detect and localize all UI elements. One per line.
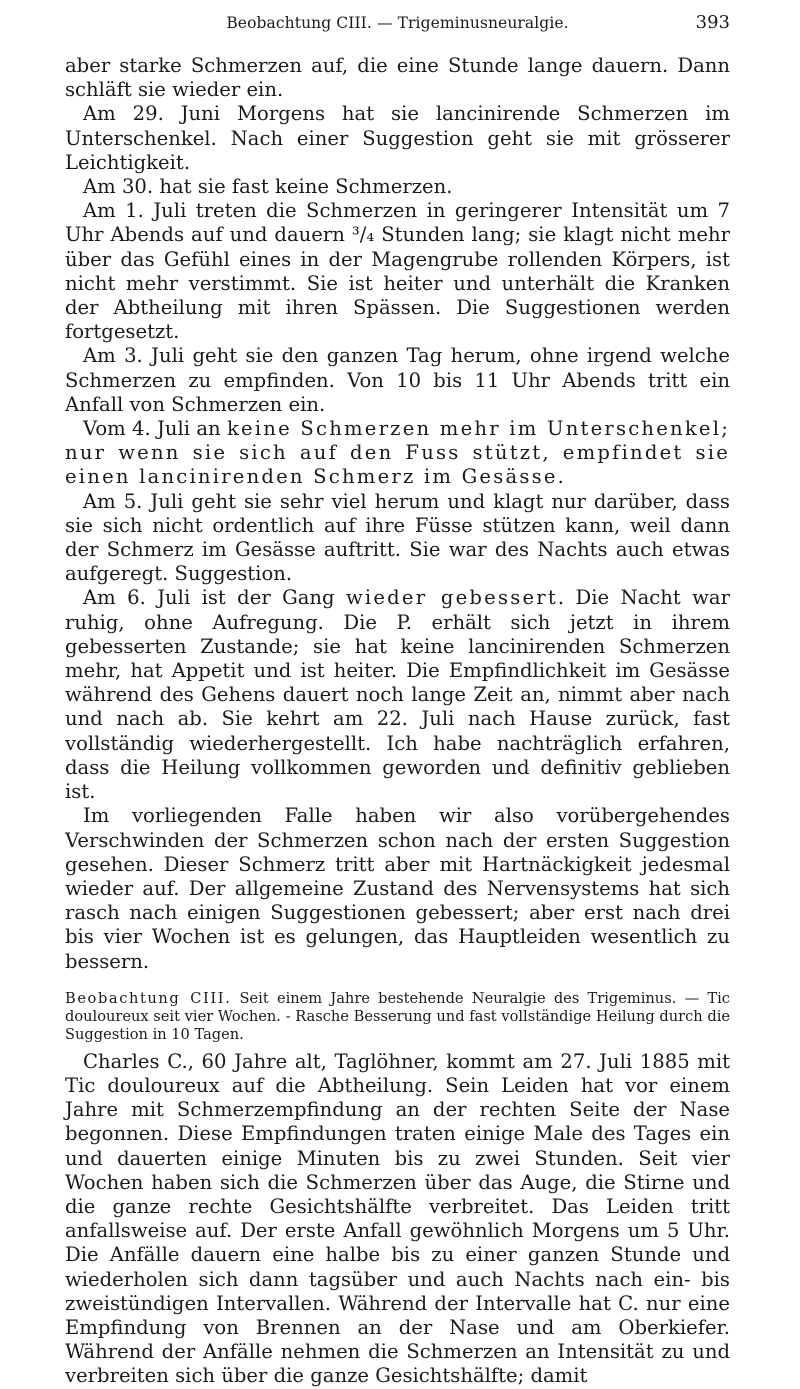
running-title: Beobachtung CIII. — Trigeminusneuralgie. — [226, 14, 569, 32]
main-text-continued — [65, 1050, 730, 1389]
paragraph: Am 29. Juni Morgens hat sie lancinirende Schmerzen im Unterschenkel. Nach einer Suggestion geht sie mit grösserer Leichtigkeit. — [65, 102, 730, 174]
paragraph-text: . Die Nacht war ruhig, ohne Aufregung. Die P. erhält sich jetzt in ihrem gebesserten Zustande; sie hat keine lancinirenden Schmerzen mehr, hat Appetit und ist heiter. Die Empfindlichkeit im Gesässe während des Gehens dauert noch lange Zeit an, nimmt aber nach und nach ab. Sie kehrt am 22. Juli nach Hause zurück, fast vollständig wiederhergestellt. Ich habe nachträglich erfahren, dass die Heilung vollkommen geworden und definitiv geblieben ist. — [65, 586, 730, 804]
observation-title: Beobachtung CIII. — [65, 989, 232, 1007]
paragraph: Am 3. Juli geht sie den ganzen Tag herum, ohne irgend welche Schmerzen zu empfinden. Von 10 bis 11 Uhr Abends tritt ein Anfall von Schmerzen ein. — [65, 344, 730, 416]
paragraph: Charles C., 60 Jahre alt, Taglöhner, kommt am 27. Juli 1885 mit Tic douloureux auf die Abtheilung. Sein Leiden hat vor einem Jahre mit Schmerzempfindung an der rechten Seite der Nase begonnen. Diese Empfindungen traten einige Male des Tages ein und dauerten einige Minuten bis zu zwei Stunden. Seit vier Wochen haben sich die Schmerzen über das Auge, die Stirne und die ganze rechte Gesichtshälfte verbreitet. Das Leiden tritt anfallsweise auf. Der erste Anfall gewöhnlich Morgens um 5 Uhr. Die Anfälle dauern eine halbe bis zu einer ganzen Stunde und wiederholen sich dann tagsüber und auch Nachts nach ein- bis zweistündigen Intervallen. Während der Intervalle hat C. nur eine Empfindung von Brennen an der Nase und am Oberkiefer. Während der Anfälle nehmen die Schmerzen an Intensität zu und verbreiten sich über die ganze Gesichtshälfte; damit — [65, 1049, 730, 1388]
observation-summary: Seit einem Jahre bestehende Neuralgie des Trigeminus. — Tic douloureux seit vier Wochen. - Rasche Besserung und fast vollständige Heilung durch die Suggestion in 10 Tagen. — [65, 989, 730, 1043]
paragraph-text: Vom 4. Juli an — [83, 417, 227, 441]
paragraph: Am 30. hat sie fast keine Schmerzen. — [83, 175, 453, 199]
paragraph — [65, 417, 730, 490]
page-number: 393 — [695, 12, 730, 33]
emphasized-text: keine Schmerzen mehr im Unterschenkel; nur wenn sie sich auf den Fuss stützt, empfindet sie einen lancinirenden Schmerz im Gesässe. — [65, 417, 730, 489]
paragraph: Am 1. Juli treten die Schmerzen in geringerer Intensität um 7 Uhr Abends auf und dauern ³/₄ Stunden lang; sie klagt nicht mehr über das Gefühl eines in der Magengrube rollenden Körpers, ist nicht mehr verstimmt. Sie ist heiter und unterhält die Kranken der Abtheilung mit ihren Spässen. Die Suggestionen werden fortgesetzt. — [65, 199, 730, 344]
running-head — [65, 14, 730, 54]
paragraph: Im vorliegenden Falle haben wir also vorübergehendes Verschwinden der Schmerzen schon nach der ersten Suggestion gesehen. Dieser Schmerz tritt aber mit Hartnäckigkeit jedesmal wieder auf. Der allgemeine Zustand des Nervensystems hat sich rasch nach einigen Suggestionen gebessert; aber erst nach drei bis vier Wochen ist es gelungen, das Hauptleiden wesentlich zu bessern. — [65, 804, 730, 973]
observation-heading — [65, 990, 730, 1044]
paragraph: Am 5. Juli geht sie sehr viel herum und klagt nur darüber, dass sie sich nicht ordentlich auf ihre Füsse stützen kann, weil dann der Schmerz im Gesässe auftritt. Sie war des Nachts auch etwas aufgeregt. Suggestion. — [65, 489, 730, 586]
paragraph-text: Am 6. Juli ist der Gang — [83, 586, 346, 610]
emphasized-text: wieder gebessert — [345, 586, 558, 610]
paragraph — [65, 586, 730, 804]
main-text — [65, 54, 730, 974]
paragraph: aber starke Schmerzen auf, die eine Stunde lange dauern. Dann schläft sie wieder ein. — [65, 54, 730, 102]
